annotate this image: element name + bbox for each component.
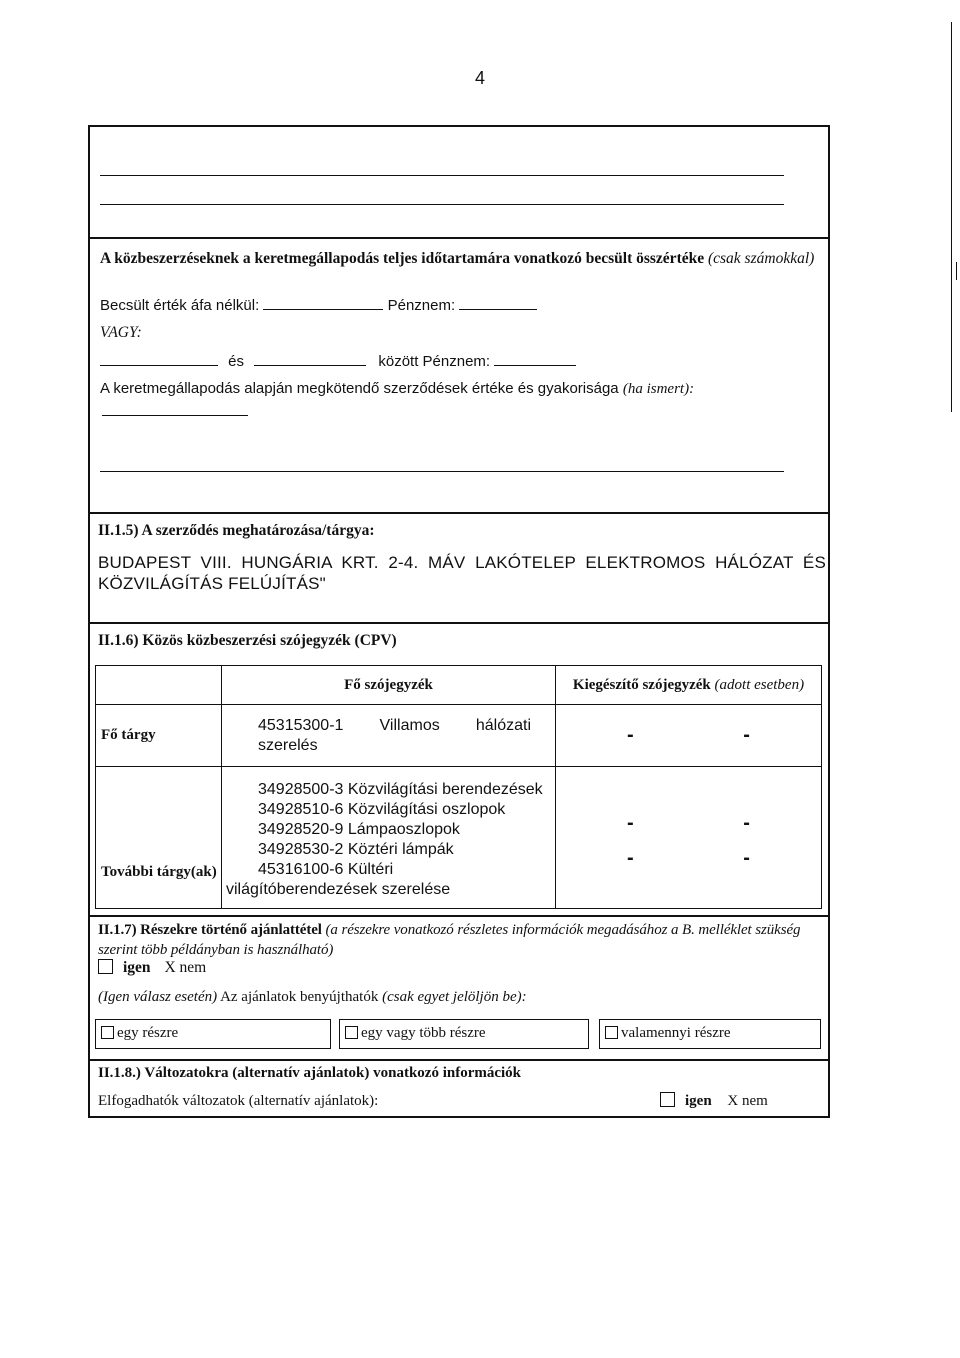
range-to-field[interactable] xyxy=(254,351,366,366)
lots-heading-note: (a részekre vonatkozó részletes információk megadásához a B. melléklet szükség szerint több példányban is használható) xyxy=(98,922,801,958)
value-row xyxy=(100,295,537,316)
value-field[interactable] xyxy=(263,295,383,310)
answer-line xyxy=(100,175,784,176)
option-label: egy részre xyxy=(117,1025,179,1041)
cpv-additional-subject-extra xyxy=(556,767,822,909)
estimate-heading: A közbeszerzéseknek a keretmegállapodás teljes időtartamára vonatkozó becsült összértéke (csak számokkal) xyxy=(100,250,815,267)
cpv-extra-value: - - xyxy=(627,811,750,834)
lots-if-yes-prefix: (Igen válasz esetén) xyxy=(98,989,218,1005)
between-currency-label: között Pénznem: xyxy=(378,353,491,370)
option-label: egy vagy több részre xyxy=(361,1025,486,1041)
variants-question: Elfogadhatók változatok (alternatív ajánlatok): xyxy=(98,1093,379,1109)
cpv-code: világítóberendezések szerelése xyxy=(226,880,451,898)
contracts-note: (ha ismert): xyxy=(622,381,695,397)
lots-if-yes xyxy=(98,987,527,1007)
checkbox[interactable] xyxy=(345,1026,358,1039)
cpv-extra-value: - - xyxy=(627,846,750,869)
section-divider xyxy=(90,1059,828,1061)
lots-yes-label: igen xyxy=(123,959,151,976)
option-label: valamennyi részre xyxy=(621,1025,731,1041)
cpv-extra-value: - - xyxy=(627,724,750,746)
cpv-extra-header-note: (adott esetben) xyxy=(714,676,805,693)
cpv-code: 34928530-2 Köztéri lámpák xyxy=(258,840,454,858)
cpv-code: 45315300-1 Villamos hálózati szerelés xyxy=(258,716,531,754)
value-label: Becsült érték áfa nélkül: xyxy=(100,297,260,314)
lots-if-yes-note: (csak egyet jelöljön be): xyxy=(382,989,527,1005)
cpv-heading: II.1.6) Közös közbeszerzési szójegyzék (CPV) xyxy=(98,632,397,649)
variants-choice xyxy=(660,1091,768,1111)
section-divider xyxy=(90,622,828,624)
lots-choice xyxy=(98,958,206,978)
variants-yes-checkbox[interactable] xyxy=(660,1092,675,1107)
cpv-extra-header: Kiegészítő szójegyzék (adott esetben) xyxy=(556,666,822,705)
cpv-additional-subject-codes xyxy=(222,767,556,909)
contracts-label: A keretmegállapodás alapján megkötendő szerződések értéke és gyakorisága xyxy=(100,380,619,397)
section-divider xyxy=(90,237,828,239)
cpv-main-header: Fő szójegyzék xyxy=(222,666,556,705)
lots-heading: II.1.7) Részekre történő ajánlattétel (a részekre vonatkozó részletes információk megadásához a B. melléklet szükség szerint több példányban is használható) xyxy=(98,922,801,958)
lots-option-one-or-more[interactable] xyxy=(339,1019,589,1049)
variants-no-label: X nem xyxy=(727,1093,768,1109)
variants-yes-label: igen xyxy=(685,1093,712,1109)
cpv-main-subject-extra xyxy=(556,705,822,767)
cpv-table xyxy=(95,665,822,909)
cpv-additional-subject-label: További tárgy(ak) xyxy=(96,767,222,909)
contracts-row xyxy=(100,379,694,399)
answer-line xyxy=(100,471,784,472)
margin-mark xyxy=(951,22,952,412)
page-number: 4 xyxy=(474,68,485,88)
checkbox[interactable] xyxy=(605,1026,618,1039)
subject-heading: II.1.5) A szerződés meghatározása/tárgya: xyxy=(98,522,375,539)
lots-no-label: X nem xyxy=(164,959,207,976)
estimate-heading-note: (csak számokkal) xyxy=(707,250,815,267)
lots-option-all[interactable] xyxy=(599,1019,821,1049)
range-currency-field[interactable] xyxy=(494,351,576,366)
section-divider xyxy=(90,512,828,514)
cpv-code: 34928500-3 Közvilágítási berendezések xyxy=(258,780,543,798)
range-row xyxy=(100,351,576,372)
variants-heading: II.1.8.) Változatokra (alternatív ajánlatok) vonatkozó információk xyxy=(98,1065,522,1081)
checkbox[interactable] xyxy=(101,1026,114,1039)
margin-mark xyxy=(956,262,957,280)
subject-text: BUDAPEST VIII. HUNGÁRIA KRT. 2-4. MÁV LAKÓTELEP ELEKTROMOS HÁLÓZAT ÉS KÖZVILÁGÍTÁS FELÚJÍTÁS" xyxy=(98,553,826,593)
and-label: és xyxy=(228,353,245,370)
cpv-main-subject-codes xyxy=(222,705,556,767)
currency-label: Pénznem: xyxy=(387,297,456,314)
currency-field[interactable] xyxy=(459,295,537,310)
form-frame xyxy=(88,125,830,1118)
or-label: VAGY: xyxy=(100,324,142,341)
lots-if-yes-text: Az ajánlatok benyújthatók xyxy=(220,989,379,1005)
lots-option-one[interactable] xyxy=(95,1019,331,1049)
cpv-corner-cell xyxy=(96,666,222,705)
contracts-field[interactable] xyxy=(102,415,248,416)
cpv-main-subject-label: Fő tárgy xyxy=(96,705,222,767)
cpv-code: 45316100-6 Kültéri xyxy=(258,860,394,878)
lots-yes-checkbox[interactable] xyxy=(98,959,113,974)
cpv-code: 34928510-6 Közvilágítási oszlopok xyxy=(258,800,506,818)
range-from-field[interactable] xyxy=(100,351,218,366)
answer-line xyxy=(100,204,784,205)
cpv-code: 34928520-9 Lámpaoszlopok xyxy=(258,820,460,838)
section-divider xyxy=(90,915,828,917)
